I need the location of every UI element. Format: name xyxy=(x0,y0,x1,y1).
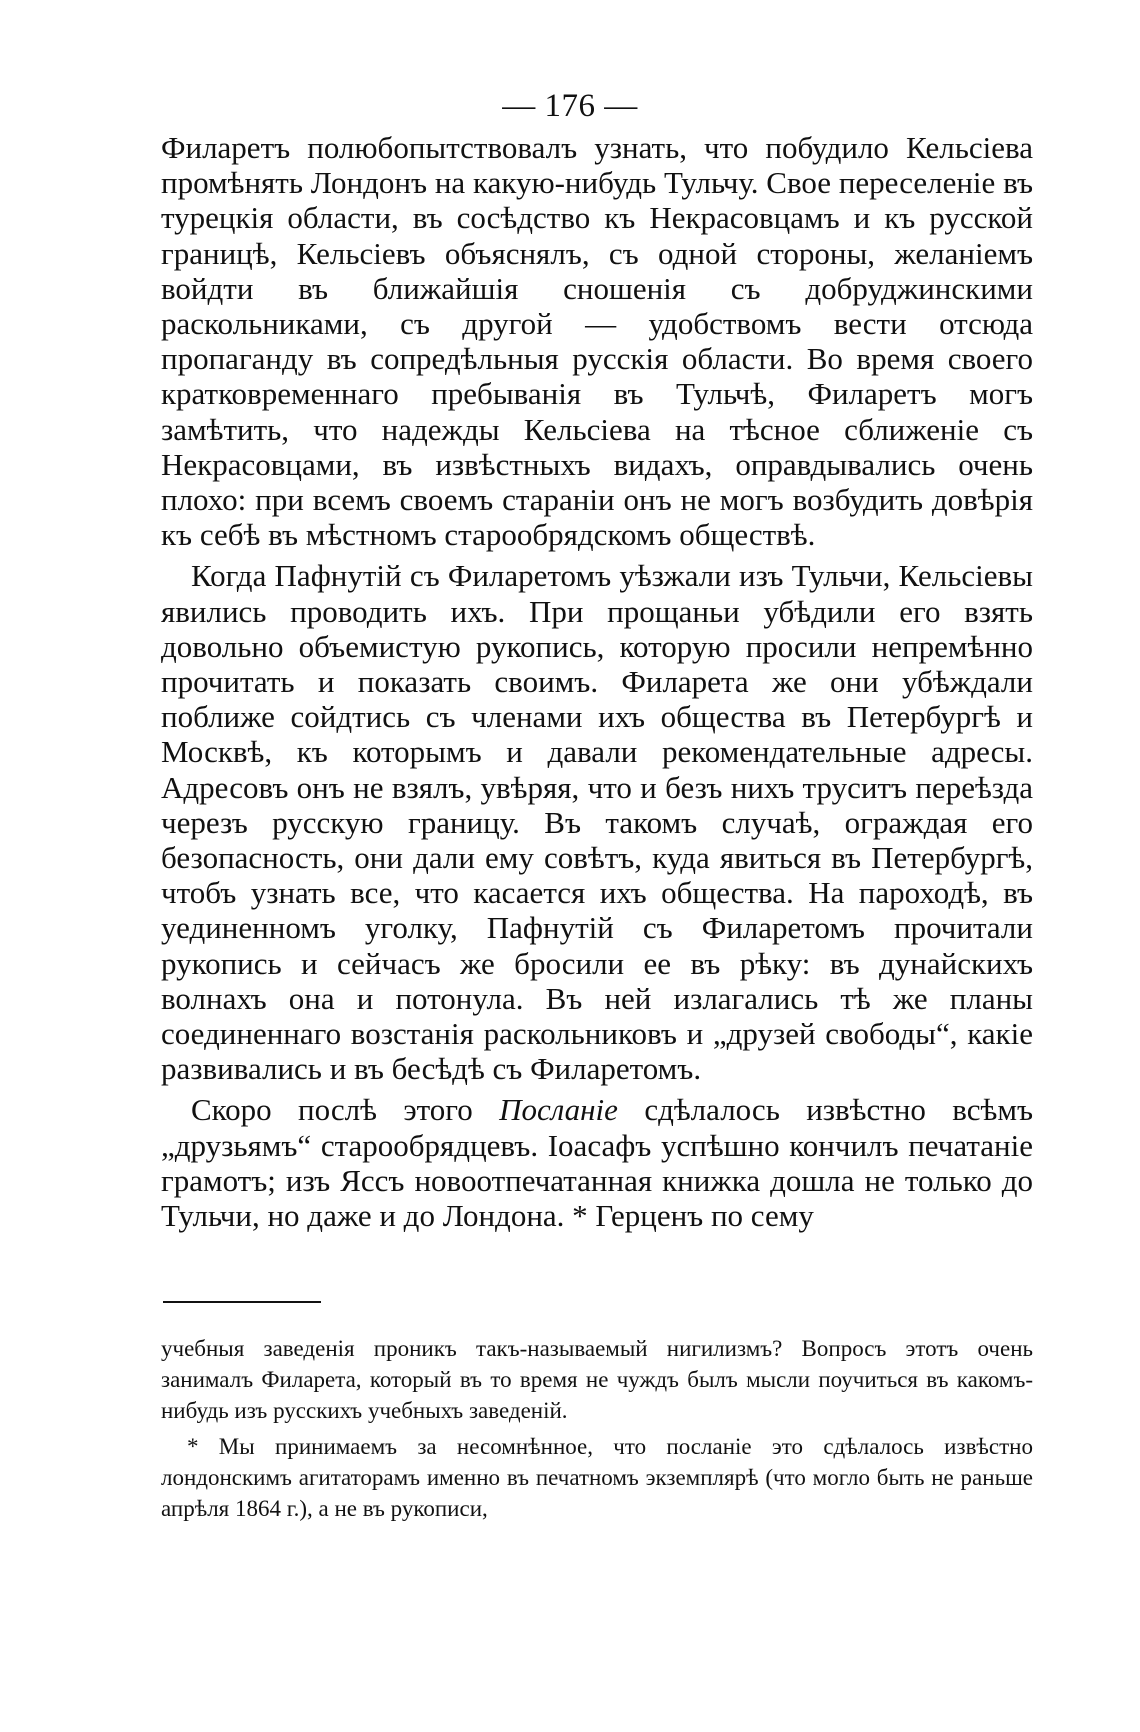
paragraph-1: Филаретъ полюбопытствовалъ узнать, что побудило Кельсіева промѣнять Лондонъ на какую-нибудь Тульчу. Свое переселеніе въ турецкія области, въ сосѣдство къ Некрасовцамъ и къ русской границѣ, Кельсіевъ объяснялъ, съ одной стороны, желаніемъ войдти въ ближайшія сношенія съ добруджинскими раскольниками, съ другой — удобствомъ вести отсюда пропаганду въ сопредѣльныя русскія области. Во время своего кратковременнаго пребыванія въ Тульчѣ, Филаретъ могъ замѣтить, что надежды Кельсіева на тѣсное сближеніе съ Некрасовцами, въ извѣстныхъ видахъ, оправдывались очень плохо: при всемъ своемъ стараніи онъ не могъ возбудить довѣрія къ себѣ въ мѣстномъ старообрядскомъ обществѣ. xyxy=(161,130,1033,553)
paragraph-3 xyxy=(161,1092,1033,1233)
footnote-asterisk: * Мы принимаемъ за несомнѣнное, что посланіе это сдѣлалось извѣстно лондонскимъ агитаторамъ именно въ печатномъ экземплярѣ (что могло быть не раньше апрѣля 1864 г.), а не въ рукописи, xyxy=(161,1434,1033,1521)
paragraph-3-text-end: сдѣлалось извѣстно всѣмъ „друзьямъ“ старообрядцевъ. Іоасафъ успѣшно кончилъ печатаніе грамотъ; изъ Яссъ новоотпечатанная книжка дошла не только до Тульчи, но даже и до Лондона. * Герценъ по сему xyxy=(161,1092,1033,1234)
footnote-continued: учебныя заведенія проникъ такъ-называемый нигилизмъ? Вопросъ этотъ очень занималъ Филарета, который въ то время не чуждъ былъ мысли поучиться въ какомъ-нибудь изъ русскихъ учебныхъ заведеній. xyxy=(161,1336,1033,1423)
paragraph-2: Когда Пафнутій съ Филаретомъ уѣзжали изъ Тульчи, Кельсіевы явились проводить ихъ. При прощаньи убѣдили его взять довольно объемистую рукопись, которую просили непремѣнно прочитать и показать своимъ. Филарета же они убѣждали поближе сойдтись съ членами ихъ общества въ Петербургѣ и Москвѣ, къ которымъ и давали рекомендательные адресы. Адресовъ онъ не взялъ, увѣряя, что и безъ нихъ труситъ переѣзда черезъ русскую границу. Въ такомъ случаѣ, ограждая его безопасность, они дали ему совѣтъ, куда явиться въ Петербургѣ, чтобъ узнать все, что касается ихъ общества. На пароходѣ, въ уединенномъ уголку, Пафнутій съ Филаретомъ прочитали рукопись и сейчасъ же бросили ее въ рѣку: въ дунайскихъ волнахъ она и потонула. Въ ней излагались тѣ же планы соединеннаго возстанія раскольниковъ и „друзей свободы“, какіе развивались и въ бесѣдѣ съ Филаретомъ. xyxy=(161,558,1033,1087)
main-text xyxy=(161,130,1033,1233)
page-number: — 176 — xyxy=(502,88,638,124)
footnote-separator xyxy=(163,1301,321,1303)
paragraph-3-text-start: Скоро послѣ этого xyxy=(191,1092,500,1128)
paragraph-3-italic-title: Посланіе xyxy=(499,1092,618,1128)
footnotes xyxy=(161,1333,1033,1529)
